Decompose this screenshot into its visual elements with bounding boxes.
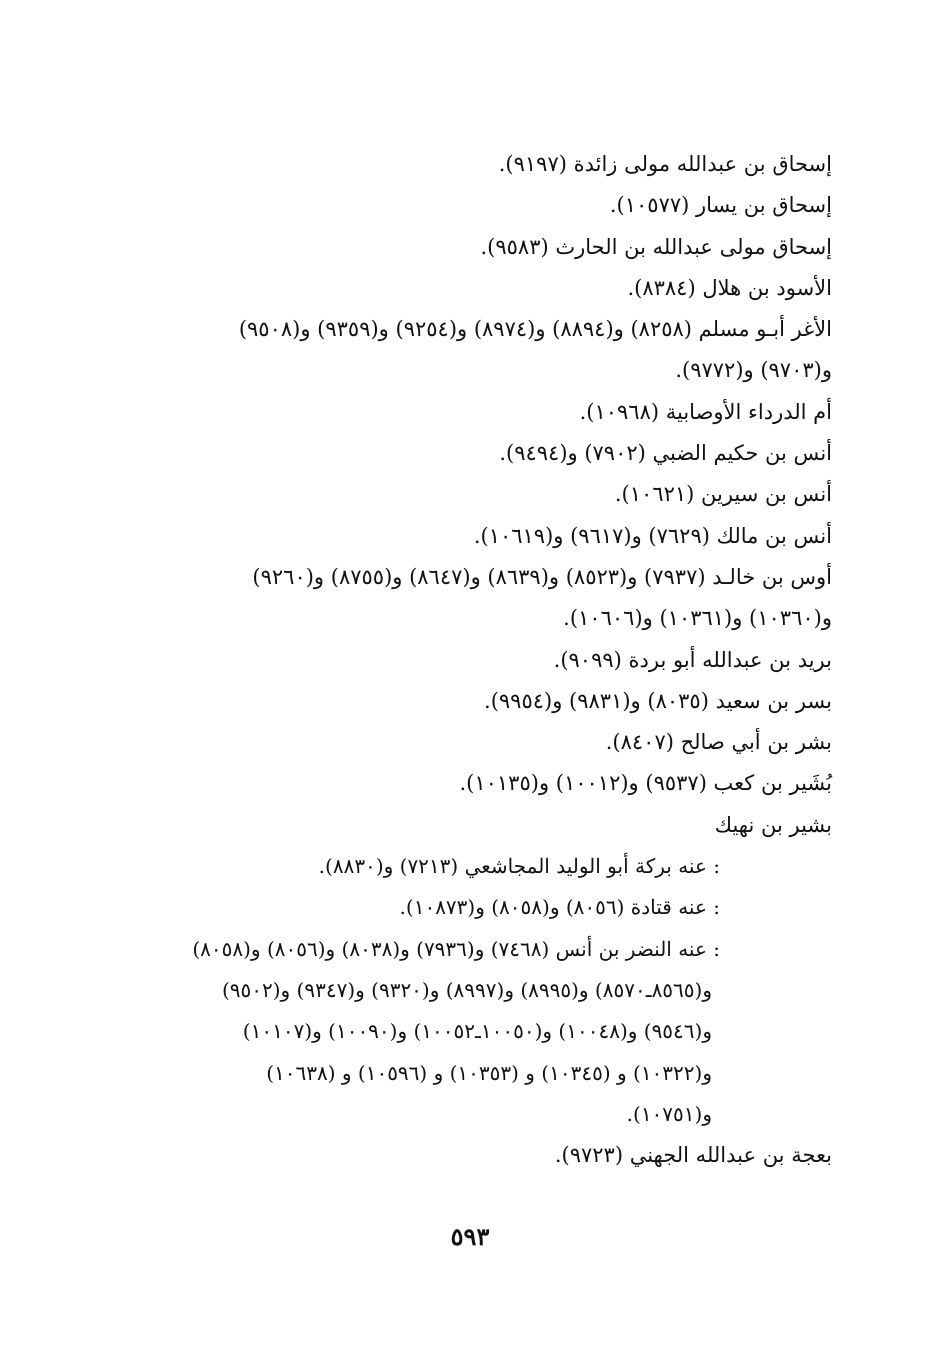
index-entry: بريد بن عبدالله أبو بردة (٩٠٩٩). [553,647,832,672]
index-entry: بشير بن نهيك [714,812,832,837]
index-subentry-continuation: و(٨٥٦٥ـ٨٥٧٠) و(٨٩٩٥) و(٨٩٩٧) و(٩٣٢٠) و(٩٣٤٧) و(٩٥٠٢) [221,977,712,1002]
index-entry-continuation: و(١٠٣٦٠) و(١٠٣٦١) و(١٠٦٠٦). [563,606,832,631]
index-entry: أوس بن خالـد (٧٩٣٧) و(٨٥٢٣) و(٨٦٣٩) و(٨٦٤٧) و(٨٧٥٥) و(٩٢٦٠) [252,564,832,589]
index-subentry: : عنه بركة أبو الوليد المجاشعي (٧٢١٣) و(٨٨٣٠). [318,854,720,879]
index-entry: أنس بن حكيم الضبي (٧٩٠٢) و(٩٤٩٤). [499,441,832,466]
index-entry: بُشَير بن كعب (٩٥٣٧) و(١٠٠١٢) و(١٠١٣٥). [459,771,832,796]
index-entry: الأغر أبـو مسلم (٨٢٥٨) و(٨٨٩٤) و(٨٩٧٤) و(٩٢٥٤) و(٩٣٥٩) و(٩٥٠٨) [238,317,832,342]
index-entry: أنس بن مالك (٧٦٢٩) و(٩٦١٧) و(١٠٦١٩). [473,523,832,548]
index-entry: الأسود بن هلال (٨٣٨٤). [627,275,832,300]
index-entries [112,144,832,1176]
index-subentry-continuation: و(٩٥٤٦) و(١٠٠٤٨) و(١٠٠٥٠ـ١٠٠٥٢) و(١٠٠٩٠) و(١٠١٠٧) [242,1019,712,1044]
index-entry: بشر بن أبي صالح (٨٤٠٧). [605,730,832,755]
index-entry: بعجة بن عبدالله الجهني (٩٧٢٣). [554,1143,832,1168]
page-number: ٥٩٣ [450,1222,490,1251]
index-entry: أنس بن سيرين (١٠٦٢١). [614,482,832,507]
index-entry: إسحاق بن عبدالله مولى زائدة (٩١٩٧). [498,152,832,176]
index-subentry: : عنه النضر بن أنس (٧٤٦٨) و(٧٩٣٦) و(٨٠٣٨) و(٨٠٥٦) و(٨٠٥٨) [192,936,720,961]
index-subentry-continuation: و(١٠٧٥١). [626,1101,712,1126]
index-entry: بسر بن سعيد (٨٠٣٥) و(٩٨٣١) و(٩٩٥٤). [484,688,832,713]
index-entry: إسحاق مولى عبدالله بن الحارث (٩٥٨٣). [480,234,832,259]
index-entry-continuation: و(٩٧٠٣) و(٩٧٧٢). [675,358,832,383]
index-entry: إسحاق بن يسار (١٠٥٧٧). [609,193,832,218]
index-subentry-continuation: و(١٠٣٢٢) و (١٠٣٤٥) و (١٠٣٥٣) و (١٠٥٩٦) و (١٠٦٣٨) [266,1060,712,1085]
index-subentry: : عنه قتادة (٨٠٥٦) و(٨٠٥٨) و(١٠٨٧٣). [399,895,720,920]
index-entry: أم الدرداء الأوصابية (١٠٩٦٨). [579,399,832,424]
